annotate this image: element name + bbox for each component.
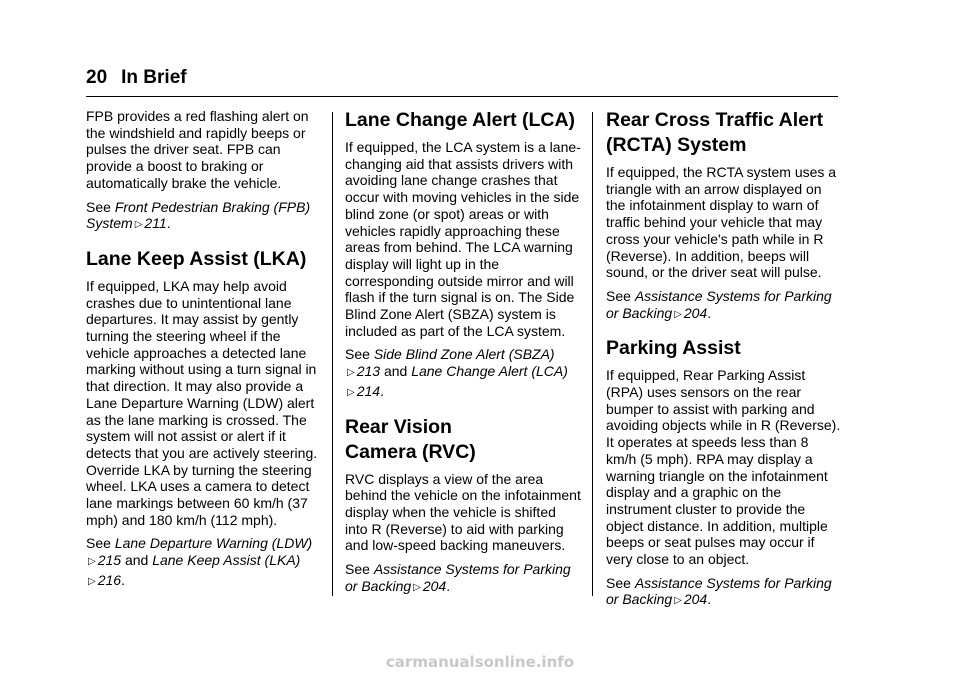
page-ref[interactable]: 204	[683, 304, 708, 321]
triangle-right-icon: ▷	[347, 386, 355, 398]
page-ref[interactable]: 204	[683, 591, 708, 608]
triangle-right-icon: ▷	[674, 308, 682, 320]
column-1	[86, 108, 322, 599]
paragraph-parking-assist: If equipped, Rear Parking Assist (RPA) uses sensors on the rear bumper to assist with parking and avoiding objects while in R (Reverse). It operates at speeds less than 8 km/h (5 mph). RPA may display a warning triangle on the infotainment display and a graphic on the instrument cluster to provide the object distance. In addition, multiple beeps or seat pulses may occur if very close to an object.	[606, 367, 841, 568]
section-title: In Brief	[121, 67, 187, 88]
cross-reference-link[interactable]: Lane Change Alert (LCA)	[411, 363, 568, 380]
paragraph-lka: If equipped, LKA may help avoid crashes due to unintentional lane departures. It may assist by gently turning the steering wheel if the vehicle approaches a detected lane marking without using a turn signal in that direction. It may also provide a Lane Departure Warning (LDW) alert as the lane marking is crossed. The system will not assist or alert if it detects that you are actively steering. Override LKA by turning the steering wheel. LKA uses a camera to detect lane markings between 60 km/h (37 mph) and 180 km/h (112 mph).	[86, 277, 318, 528]
paragraph-lca: If equipped, the LCA system is a lane-changing aid that assists drivers with avoiding lane change crashes that occur with moving vehicles in the side blind zone (or spot) areas or with vehicles rapidly approaching these areas from behind. The LCA warning display will light up in the corresponding outside mirror and will flash if the turn signal is on. The Side Blind Zone Alert (SBZA) system is included as part of the LCA system.	[345, 139, 581, 339]
heading-lka: Lane Keep Assist (LKA)	[86, 247, 307, 270]
cross-reference-link[interactable]: Assistance Systems for Parking or Backing	[345, 561, 571, 594]
heading-rcta: Rear Cross Traffic Alert (RCTA) System	[606, 109, 824, 156]
column-2	[345, 108, 581, 604]
page-ref[interactable]: 215	[97, 552, 122, 569]
triangle-right-icon: ▷	[347, 367, 355, 379]
watermark: carmanualsonline.info	[385, 653, 575, 671]
triangle-right-icon: ▷	[88, 575, 96, 587]
page-ref[interactable]: 214	[356, 382, 381, 399]
heading-lca: Lane Change Alert (LCA)	[345, 109, 576, 131]
column-3	[606, 108, 842, 618]
column-divider-2	[592, 112, 593, 596]
page-ref[interactable]: 204	[422, 577, 447, 594]
heading-parking-assist: Parking Assist	[606, 337, 741, 360]
cross-reference-link[interactable]: Lane Departure Warning (LDW)	[114, 535, 313, 552]
paragraph-fpb: FPB provides a red flashing alert on the windshield and rapidly beeps or pulses the driver seat. FPB can provide a boost to braking or automatically brake the vehicle.	[86, 108, 309, 191]
cross-reference-link[interactable]: Side Blind Zone Alert (SBZA)	[373, 346, 555, 363]
triangle-right-icon: ▷	[88, 556, 96, 568]
see-reference-fpb: See Front Pedestrian Braking (FPB) System ▷ 211.	[86, 198, 311, 232]
see-reference-parking: See Assistance Systems for Parking or Backing ▷ 204.	[606, 574, 832, 608]
paragraph-rvc: RVC displays a view of the area behind the vehicle on the infotainment display when the vehicle is shifted into R (Reverse) to aid with parking and low-speed backing maneuvers.	[345, 470, 581, 554]
triangle-right-icon: ▷	[674, 595, 682, 607]
paragraph-rcta: If equipped, the RCTA system uses a triangle with an arrow displayed on the infotainment display to warn of traffic behind your vehicle that may cross your vehicle's path while in R (Reverse). In addition, beeps will sound, or the driver seat will pulse.	[606, 164, 837, 281]
cross-reference-link[interactable]: Assistance Systems for Parking or Backing	[606, 574, 832, 608]
page-ref[interactable]: 213	[356, 363, 381, 380]
page-ref[interactable]: 211	[144, 215, 167, 232]
see-reference-rvc: See Assistance Systems for Parking or Backing ▷ 204.	[345, 561, 571, 594]
heading-rvc: Rear Vision Camera (RVC)	[345, 415, 476, 463]
triangle-right-icon: ▷	[413, 581, 421, 593]
cross-reference-link[interactable]: Assistance Systems for Parking or Backing	[606, 287, 832, 321]
cross-reference-link[interactable]: Lane Keep Assist (LKA)	[152, 552, 301, 569]
page-header	[86, 66, 187, 90]
page-ref[interactable]: 216	[97, 571, 122, 588]
triangle-right-icon: ▷	[134, 219, 143, 231]
header-rule	[86, 96, 838, 97]
see-reference-lca: See Side Blind Zone Alert (SBZA) ▷ 213 and Lane Change Alert (LCA) ▷ 214.	[345, 346, 568, 399]
cross-reference-link[interactable]: Front Pedestrian Braking (FPB) System	[86, 198, 311, 232]
see-reference-rcta: See Assistance Systems for Parking or Backing ▷ 204.	[606, 287, 832, 321]
see-reference-lka: See Lane Departure Warning (LDW) ▷ 215 and Lane Keep Assist (LKA) ▷ 216.	[86, 535, 313, 588]
page-number: 20	[86, 67, 108, 88]
column-divider-1	[332, 112, 333, 596]
